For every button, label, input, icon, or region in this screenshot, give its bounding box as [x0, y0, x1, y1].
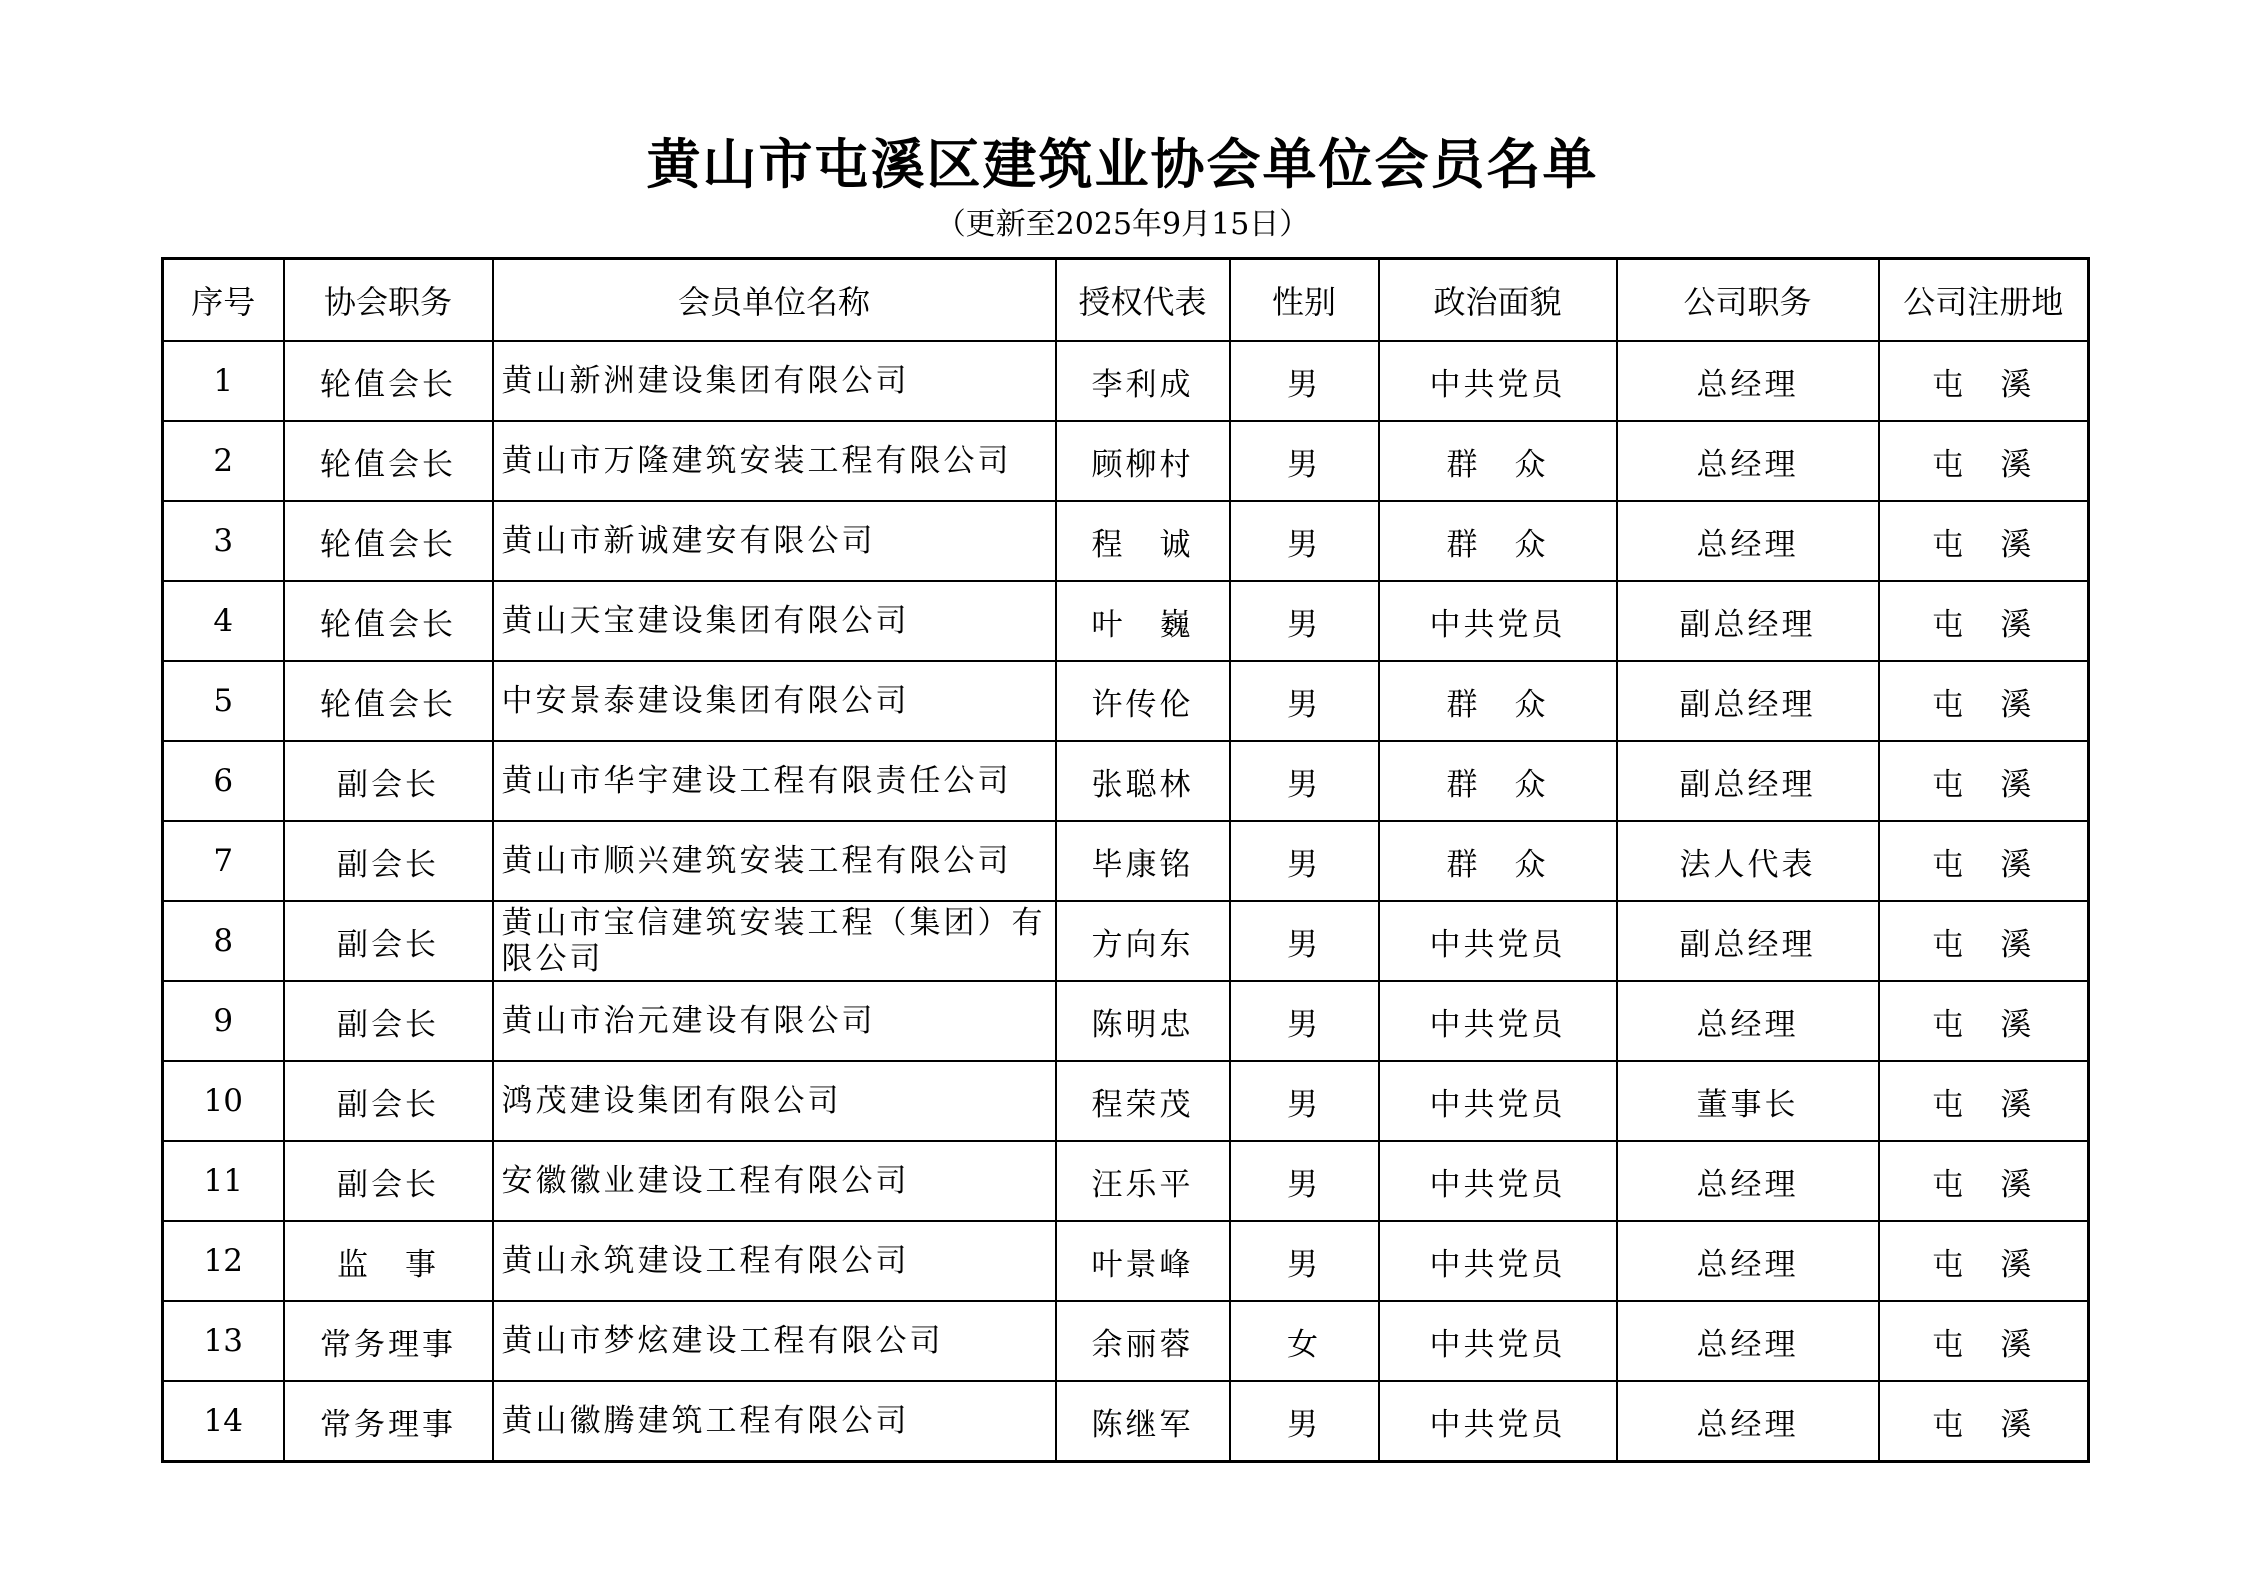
political-status-cell: 中共党员	[1379, 981, 1617, 1061]
table-row	[163, 1221, 2089, 1301]
representative-cell: 陈继军	[1056, 1381, 1230, 1462]
registration-place-cell: 屯 溪	[1879, 1381, 2089, 1462]
association-role-cell: 轮值会长	[284, 501, 493, 581]
company-position-cell: 董事长	[1617, 1061, 1879, 1141]
association-role-cell: 副会长	[284, 1141, 493, 1221]
company-name-cell: 黄山市华宇建设工程有限责任公司	[493, 741, 1056, 821]
gender-cell: 男	[1230, 741, 1379, 821]
company-name-cell: 中安景泰建设集团有限公司	[493, 661, 1056, 741]
representative-cell: 汪乐平	[1056, 1141, 1230, 1221]
table-row	[163, 1301, 2089, 1381]
index-cell: 3	[163, 501, 284, 581]
table-row	[163, 1141, 2089, 1221]
company-name-cell: 黄山徽腾建筑工程有限公司	[493, 1381, 1056, 1462]
table-row	[163, 501, 2089, 581]
header-cell-association-role: 协会职务	[284, 259, 493, 342]
political-status-cell: 中共党员	[1379, 1221, 1617, 1301]
gender-cell: 男	[1230, 1141, 1379, 1221]
political-status-cell: 中共党员	[1379, 1061, 1617, 1141]
representative-cell: 叶 巍	[1056, 581, 1230, 661]
representative-cell: 陈明忠	[1056, 981, 1230, 1061]
registration-place-cell: 屯 溪	[1879, 501, 2089, 581]
header-cell-political-status: 政治面貌	[1379, 259, 1617, 342]
document-subtitle: （更新至2025年9月15日）	[935, 207, 1310, 242]
registration-place-cell: 屯 溪	[1879, 1221, 2089, 1301]
representative-cell: 李利成	[1056, 341, 1230, 421]
association-role-cell: 副会长	[284, 1061, 493, 1141]
index-cell: 5	[163, 661, 284, 741]
representative-cell: 程荣茂	[1056, 1061, 1230, 1141]
company-position-cell: 总经理	[1617, 501, 1879, 581]
registration-place-cell: 屯 溪	[1879, 661, 2089, 741]
index-cell: 14	[163, 1381, 284, 1462]
company-position-cell: 总经理	[1617, 1301, 1879, 1381]
company-position-cell: 总经理	[1617, 1221, 1879, 1301]
index-cell: 9	[163, 981, 284, 1061]
company-position-cell: 副总经理	[1617, 661, 1879, 741]
gender-cell: 男	[1230, 1061, 1379, 1141]
company-position-cell: 总经理	[1617, 341, 1879, 421]
table-row	[163, 741, 2089, 821]
gender-cell: 男	[1230, 1221, 1379, 1301]
registration-place-cell: 屯 溪	[1879, 821, 2089, 901]
index-cell: 8	[163, 901, 284, 981]
gender-cell: 男	[1230, 341, 1379, 421]
index-cell: 11	[163, 1141, 284, 1221]
company-name-cell: 黄山天宝建设集团有限公司	[493, 581, 1056, 661]
representative-cell: 方向东	[1056, 901, 1230, 981]
header-cell-index: 序号	[163, 259, 284, 342]
index-cell: 7	[163, 821, 284, 901]
political-status-cell: 群 众	[1379, 821, 1617, 901]
company-name-cell: 黄山市新诚建安有限公司	[493, 501, 1056, 581]
association-role-cell: 副会长	[284, 981, 493, 1061]
representative-cell: 毕康铭	[1056, 821, 1230, 901]
index-cell: 13	[163, 1301, 284, 1381]
table-header-row	[163, 259, 2089, 342]
company-position-cell: 法人代表	[1617, 821, 1879, 901]
registration-place-cell: 屯 溪	[1879, 741, 2089, 821]
company-name-cell: 黄山新洲建设集团有限公司	[493, 341, 1056, 421]
index-cell: 2	[163, 421, 284, 501]
company-position-cell: 副总经理	[1617, 741, 1879, 821]
representative-cell: 余丽蓉	[1056, 1301, 1230, 1381]
political-status-cell: 中共党员	[1379, 1141, 1617, 1221]
index-cell: 10	[163, 1061, 284, 1141]
gender-cell: 男	[1230, 581, 1379, 661]
table-body	[163, 341, 2089, 1462]
company-position-cell: 总经理	[1617, 981, 1879, 1061]
political-status-cell: 中共党员	[1379, 1381, 1617, 1462]
association-role-cell: 监 事	[284, 1221, 493, 1301]
political-status-cell: 群 众	[1379, 421, 1617, 501]
company-name-cell: 黄山永筑建设工程有限公司	[493, 1221, 1056, 1301]
table-row	[163, 421, 2089, 501]
association-role-cell: 轮值会长	[284, 581, 493, 661]
registration-place-cell: 屯 溪	[1879, 1141, 2089, 1221]
company-position-cell: 总经理	[1617, 1381, 1879, 1462]
association-role-cell: 副会长	[284, 741, 493, 821]
member-table	[161, 257, 2090, 1463]
association-role-cell: 轮值会长	[284, 341, 493, 421]
political-status-cell: 中共党员	[1379, 1301, 1617, 1381]
association-role-cell: 轮值会长	[284, 661, 493, 741]
table-row	[163, 1381, 2089, 1462]
table-row	[163, 1061, 2089, 1141]
index-cell: 12	[163, 1221, 284, 1301]
registration-place-cell: 屯 溪	[1879, 1301, 2089, 1381]
header-cell-representative: 授权代表	[1056, 259, 1230, 342]
gender-cell: 男	[1230, 421, 1379, 501]
index-cell: 1	[163, 341, 284, 421]
gender-cell: 男	[1230, 901, 1379, 981]
company-position-cell: 总经理	[1617, 421, 1879, 501]
registration-place-cell: 屯 溪	[1879, 581, 2089, 661]
index-cell: 4	[163, 581, 284, 661]
registration-place-cell: 屯 溪	[1879, 421, 2089, 501]
political-status-cell: 中共党员	[1379, 581, 1617, 661]
company-name-cell: 黄山市宝信建筑安装工程（集团）有限公司	[493, 901, 1056, 981]
registration-place-cell: 屯 溪	[1879, 341, 2089, 421]
company-name-cell: 黄山市梦炫建设工程有限公司	[493, 1301, 1056, 1381]
table-row	[163, 981, 2089, 1061]
table-row	[163, 581, 2089, 661]
gender-cell: 女	[1230, 1301, 1379, 1381]
company-name-cell: 黄山市顺兴建筑安装工程有限公司	[493, 821, 1056, 901]
table-row	[163, 901, 2089, 981]
association-role-cell: 轮值会长	[284, 421, 493, 501]
index-cell: 6	[163, 741, 284, 821]
gender-cell: 男	[1230, 1381, 1379, 1462]
table-row	[163, 341, 2089, 421]
association-role-cell: 副会长	[284, 821, 493, 901]
company-name-cell: 黄山市治元建设有限公司	[493, 981, 1056, 1061]
header-cell-gender: 性别	[1230, 259, 1379, 342]
representative-cell: 张聪林	[1056, 741, 1230, 821]
political-status-cell: 群 众	[1379, 661, 1617, 741]
political-status-cell: 群 众	[1379, 741, 1617, 821]
gender-cell: 男	[1230, 821, 1379, 901]
document-title: 黄山市屯溪区建筑业协会单位会员名单	[646, 133, 1599, 196]
header-cell-company-name: 会员单位名称	[493, 259, 1056, 342]
gender-cell: 男	[1230, 981, 1379, 1061]
company-name-cell: 鸿茂建设集团有限公司	[493, 1061, 1056, 1141]
representative-cell: 程 诚	[1056, 501, 1230, 581]
header-cell-registration-place: 公司注册地	[1879, 259, 2089, 342]
company-position-cell: 副总经理	[1617, 901, 1879, 981]
company-position-cell: 总经理	[1617, 1141, 1879, 1221]
header-cell-company-position: 公司职务	[1617, 259, 1879, 342]
representative-cell: 顾柳村	[1056, 421, 1230, 501]
registration-place-cell: 屯 溪	[1879, 981, 2089, 1061]
association-role-cell: 常务理事	[284, 1301, 493, 1381]
representative-cell: 许传伦	[1056, 661, 1230, 741]
representative-cell: 叶景峰	[1056, 1221, 1230, 1301]
association-role-cell: 副会长	[284, 901, 493, 981]
political-status-cell: 中共党员	[1379, 341, 1617, 421]
table-row	[163, 661, 2089, 741]
association-role-cell: 常务理事	[284, 1381, 493, 1462]
company-name-cell: 黄山市万隆建筑安装工程有限公司	[493, 421, 1056, 501]
company-name-cell: 安徽徽业建设工程有限公司	[493, 1141, 1056, 1221]
political-status-cell: 中共党员	[1379, 901, 1617, 981]
company-position-cell: 副总经理	[1617, 581, 1879, 661]
registration-place-cell: 屯 溪	[1879, 1061, 2089, 1141]
gender-cell: 男	[1230, 661, 1379, 741]
gender-cell: 男	[1230, 501, 1379, 581]
political-status-cell: 群 众	[1379, 501, 1617, 581]
table-row	[163, 821, 2089, 901]
registration-place-cell: 屯 溪	[1879, 901, 2089, 981]
